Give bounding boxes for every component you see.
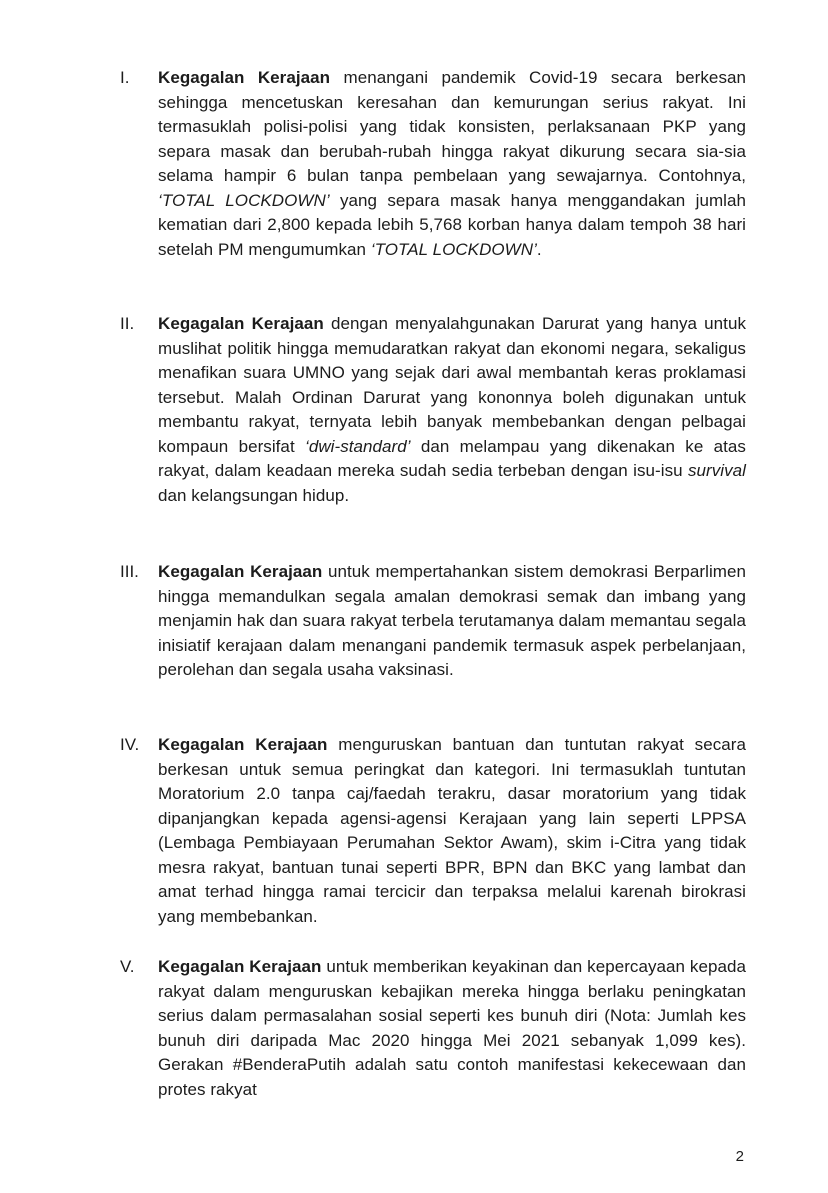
italic-term: ‘TOTAL LOCKDOWN’ (158, 190, 330, 210)
list-item-5 (120, 955, 746, 1102)
emphasis-heading: Kegagalan Kerajaan (158, 957, 322, 976)
body-text: untuk memberikan keyakinan dan kepercayaan kepada rakyat dalam menguruskan kebajikan mereka hingga berlaku peningkatan serius dalam permasalahan sosial seperti kes bunuh diri (Nota: Jumlah kes bunuh diri daripada Mac 2020 hingga Mei 2021 sebanyak 1,099 kes). Gerakan #BenderaPutih adalah satu contoh manifestasi kekecewaan dan protes rakyat (158, 957, 746, 1099)
list-numeral: I. (120, 68, 130, 87)
body-text: dan melampau yang dikenakan ke atas rakyat, dalam keadaan mereka sudah sedia terbeban dengan isu-isu (158, 436, 746, 480)
list-item-text (158, 560, 746, 683)
body-text: . (536, 239, 542, 259)
body-text: untuk mempertahankan sistem demokrasi Berparlimen hingga memandulkan segala amalan demokrasi semak dan imbang yang menjamin hak dan suara rakyat terbela terutamanya dalam memantau segala inisiatif kerajaan dalam menangani pandemik termasuk aspek perbelanjaan, perolehan dan segala usaha vaksinasi. (158, 562, 746, 679)
list-numeral: IV. (120, 735, 140, 754)
page-number: 2 (735, 1148, 744, 1165)
list-numeral: III. (120, 562, 139, 581)
list-item-4 (120, 733, 746, 929)
italic-term: ‘TOTAL LOCKDOWN’ (370, 239, 537, 259)
list-item-text (158, 66, 746, 262)
emphasis-heading: Kegagalan Kerajaan (158, 735, 328, 754)
italic-term: survival (687, 461, 746, 480)
list-numeral: II. (120, 314, 135, 333)
body-text: dengan menyalahgunakan Darurat yang hanya untuk muslihat politik hingga memudaratkan rakyat dan ekonomi negara, sekaligus menafikan suara UMNO yang sejak dari awal membantah keras proklamasi tersebut. Malah Ordinan Darurat yang kononnya boleh digunakan untuk membantu rakyat, ternyata lebih banyak membebankan dengan pelbagai kompaun bersifat (158, 314, 747, 456)
list-item-text (158, 955, 746, 1102)
list-item-3 (120, 560, 746, 683)
list-item-text (158, 733, 746, 929)
italic-term: ‘dwi-standard’ (305, 436, 411, 456)
list-numeral: V. (120, 957, 135, 976)
body-text: yang separa masak hanya menggandakan jumlah kematian dari 2,800 kepada lebih 5,768 korban hanya dalam tempoh 38 hari setelah PM mengumumkan (158, 190, 746, 259)
body-text: menguruskan bantuan dan tuntutan rakyat secara berkesan untuk semua peringkat dan kategori. Ini termasuklah tuntutan Moratorium 2.0 tanpa caj/faedah terakru, dasar moratorium yang tidak dipanjangkan kepada agensi-agensi Kerajaan yang lain seperti LPPSA (Lembaga Pembiayaan Perumahan Sektor Awam), skim i-Citra yang tidak mesra rakyat, bantuan tunai seperti BPR, BPN dan BKC yang lambat dan amat terhad hingga ramai tercicir dan terpaksa melalui karenah birokrasi yang membebankan. (158, 735, 746, 926)
emphasis-heading: Kegagalan Kerajaan (158, 314, 324, 333)
list-item-2 (120, 312, 746, 508)
list-item-text (158, 312, 746, 508)
emphasis-heading: Kegagalan Kerajaan (158, 68, 331, 87)
list-item-1 (120, 66, 746, 262)
body-text: dan kelangsungan hidup. (158, 485, 350, 505)
body-text: menangani pandemik Covid-19 secara berkesan sehingga mencetuskan keresahan dan kemurungan serius rakyat. Ini termasuklah polisi-polisi yang tidak konsisten, perlaksanaan PKP yang separa masak dan berubah-rubah hingga rakyat dikurung secara sia-sia selama hampir 6 bulan tanpa pembelaan yang sewajarnya. Contohnya, (158, 68, 746, 185)
emphasis-heading: Kegagalan Kerajaan (158, 562, 323, 581)
